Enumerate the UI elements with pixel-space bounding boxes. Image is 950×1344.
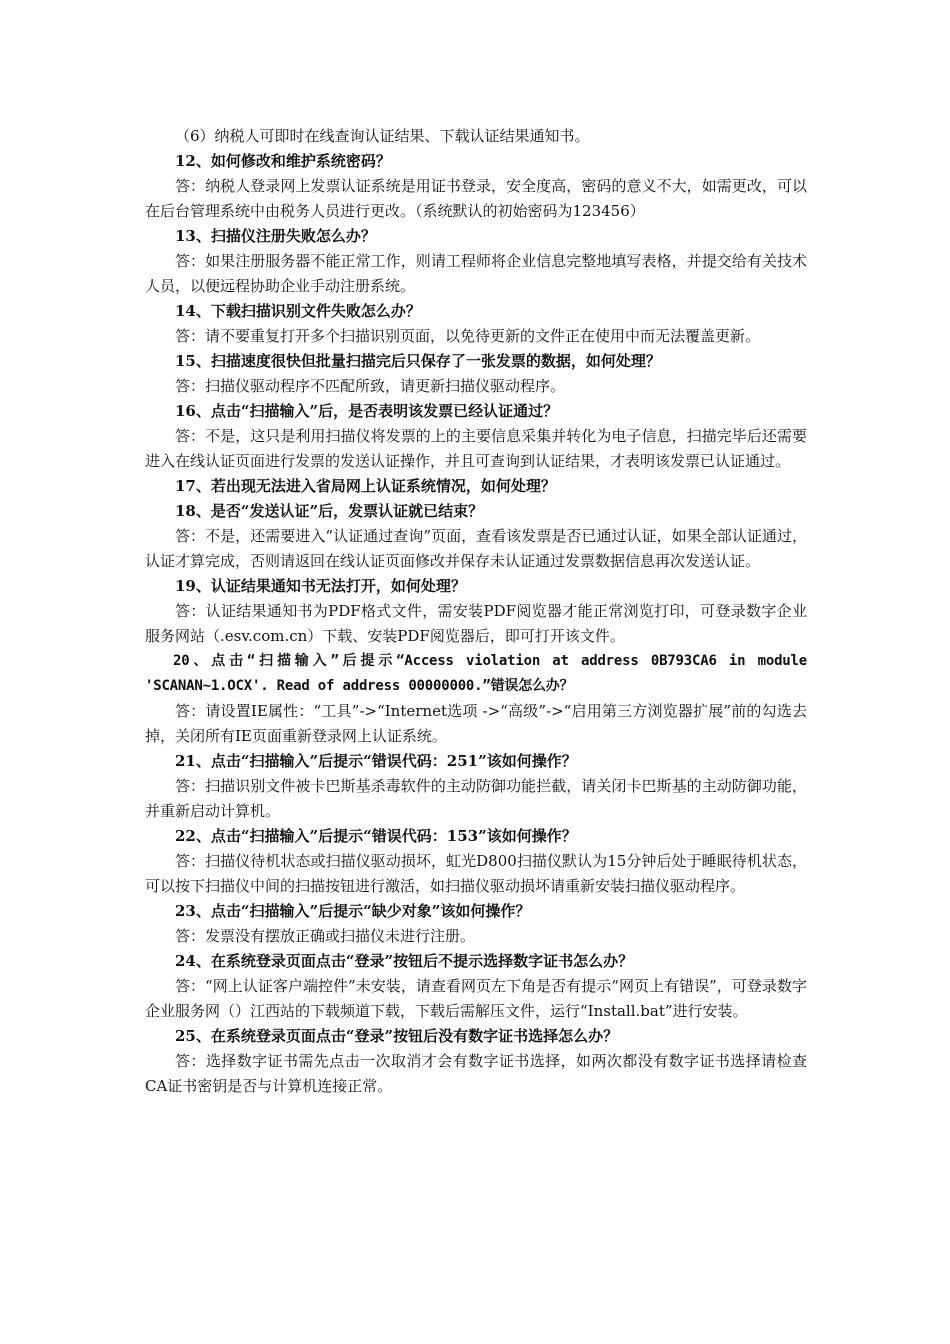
answer-text: 答：发票没有摆放正确或扫描仪未进行注册。 bbox=[175, 927, 476, 945]
question-heading: 14、下载扫描识别文件失败怎么办？ bbox=[175, 302, 421, 320]
answer-text: 答：扫描识别文件被卡巴斯基杀毒软件的主动防御功能拦截，请关闭卡巴斯基的主动防御功能，并重新启动计算机。 bbox=[145, 777, 807, 820]
question-heading: 17、若出现无法进入省局网上认证系统情况，如何处理？ bbox=[175, 477, 556, 495]
question-heading: 15、扫描速度很快但批量扫描完后只保存了一张发票的数据，如何处理？ bbox=[175, 352, 661, 370]
question-heading: 24、在系统登录页面点击“登录”按钮后不提示选择数字证书怎么办？ bbox=[175, 952, 634, 970]
answer-text: 答：请设置IE属性：“工具”->“Internet选项 ->“高级”->“启用第三方浏览器扩展”前的勾选去掉，关闭所有IE页面重新登录网上认证系统。 bbox=[145, 702, 807, 745]
question-heading: 18、是否“发送认证”后，发票认证就已结束？ bbox=[175, 502, 484, 520]
answer-text: 答：选择数字证书需先点击一次取消才会有数字证书选择，如两次都没有数字证书选择请检查CA证书密钥是否与计算机连接正常。 bbox=[145, 1052, 807, 1095]
question-heading: 16、点击“扫描输入”后，是否表明该发票已经认证通过？ bbox=[175, 402, 559, 420]
question-heading: 23、点击“扫描输入”后提示“缺少对象”该如何操作？ bbox=[175, 902, 531, 920]
question-heading: 20、点击“扫描输入”后提示“Access violation at address 0B793CA6 in module 'SCANAN~1.OCX'. Read of address 00000000.”错误怎么办？ bbox=[145, 653, 807, 694]
answer-text: 答：请不要重复打开多个扫描识别页面，以免待更新的文件正在使用中而无法覆盖更新。 bbox=[175, 327, 761, 345]
answer-text: 答：不是，这只是利用扫描仪将发票的上的主要信息采集并转化为电子信息，扫描完毕后还需要进入在线认证页面进行发票的发送认证操作，并且可查询到认证结果，才表明该发票已认证通过。 bbox=[145, 427, 807, 470]
question-heading: 12、如何修改和维护系统密码？ bbox=[175, 152, 391, 170]
answer-text: 答：纳税人登录网上发票认证系统是用证书登录，安全度高，密码的意义不大，如需更改，可以在后台管理系统中由税务人员进行更改。（系统默认的初始密码为123456） bbox=[145, 177, 807, 220]
answer-text: （6）纳税人可即时在线查询认证结果、下载认证结果通知书。 bbox=[175, 127, 590, 145]
answer-text: 答：认证结果通知书为PDF格式文件，需安装PDF阅览器才能正常浏览打印，可登录数字企业服务网站（.esv.com.cn）下载、安装PDF阅览器后，即可打开该文件。 bbox=[145, 602, 807, 645]
faq-content bbox=[145, 124, 807, 1099]
answer-text: 答：扫描仪驱动程序不匹配所致，请更新扫描仪驱动程序。 bbox=[175, 377, 566, 395]
answer-text: 答：扫描仪待机状态或扫描仪驱动损坏，虹光D800扫描仪默认为15分钟后处于睡眠待机状态，可以按下扫描仪中间的扫描按钮进行激活，如扫描仪驱动损坏请重新安装扫描仪驱动程序。 bbox=[145, 852, 807, 895]
answer-text: 答：“网上认证客户端控件”未安装，请查看网页左下角是否有提示“网页上有错误”，可登录数字企业服务网（）江西站的下载频道下载，下载后需解压文件，运行“Install.bat”进行安装。 bbox=[145, 977, 807, 1020]
question-heading: 21、点击“扫描输入”后提示“错误代码：251”该如何操作？ bbox=[175, 752, 577, 770]
answer-text: 答：不是，还需要进入“认证通过查询”页面，查看该发票是否已通过认证，如果全部认证通过，认证才算完成，否则请返回在线认证页面修改并保存未认证通过发票数据信息再次发送认证。 bbox=[145, 527, 807, 570]
question-heading: 22、点击“扫描输入”后提示“错误代码：153”该如何操作？ bbox=[175, 827, 577, 845]
question-heading: 25、在系统登录页面点击“登录”按钮后没有数字证书选择怎么办？ bbox=[175, 1027, 619, 1045]
question-heading: 19、认证结果通知书无法打开，如何处理？ bbox=[175, 577, 466, 595]
answer-text: 答：如果注册服务器不能正常工作，则请工程师将企业信息完整地填写表格，并提交给有关技术人员，以便远程协助企业手动注册系统。 bbox=[145, 252, 807, 295]
question-heading: 13、扫描仪注册失败怎么办？ bbox=[175, 227, 376, 245]
